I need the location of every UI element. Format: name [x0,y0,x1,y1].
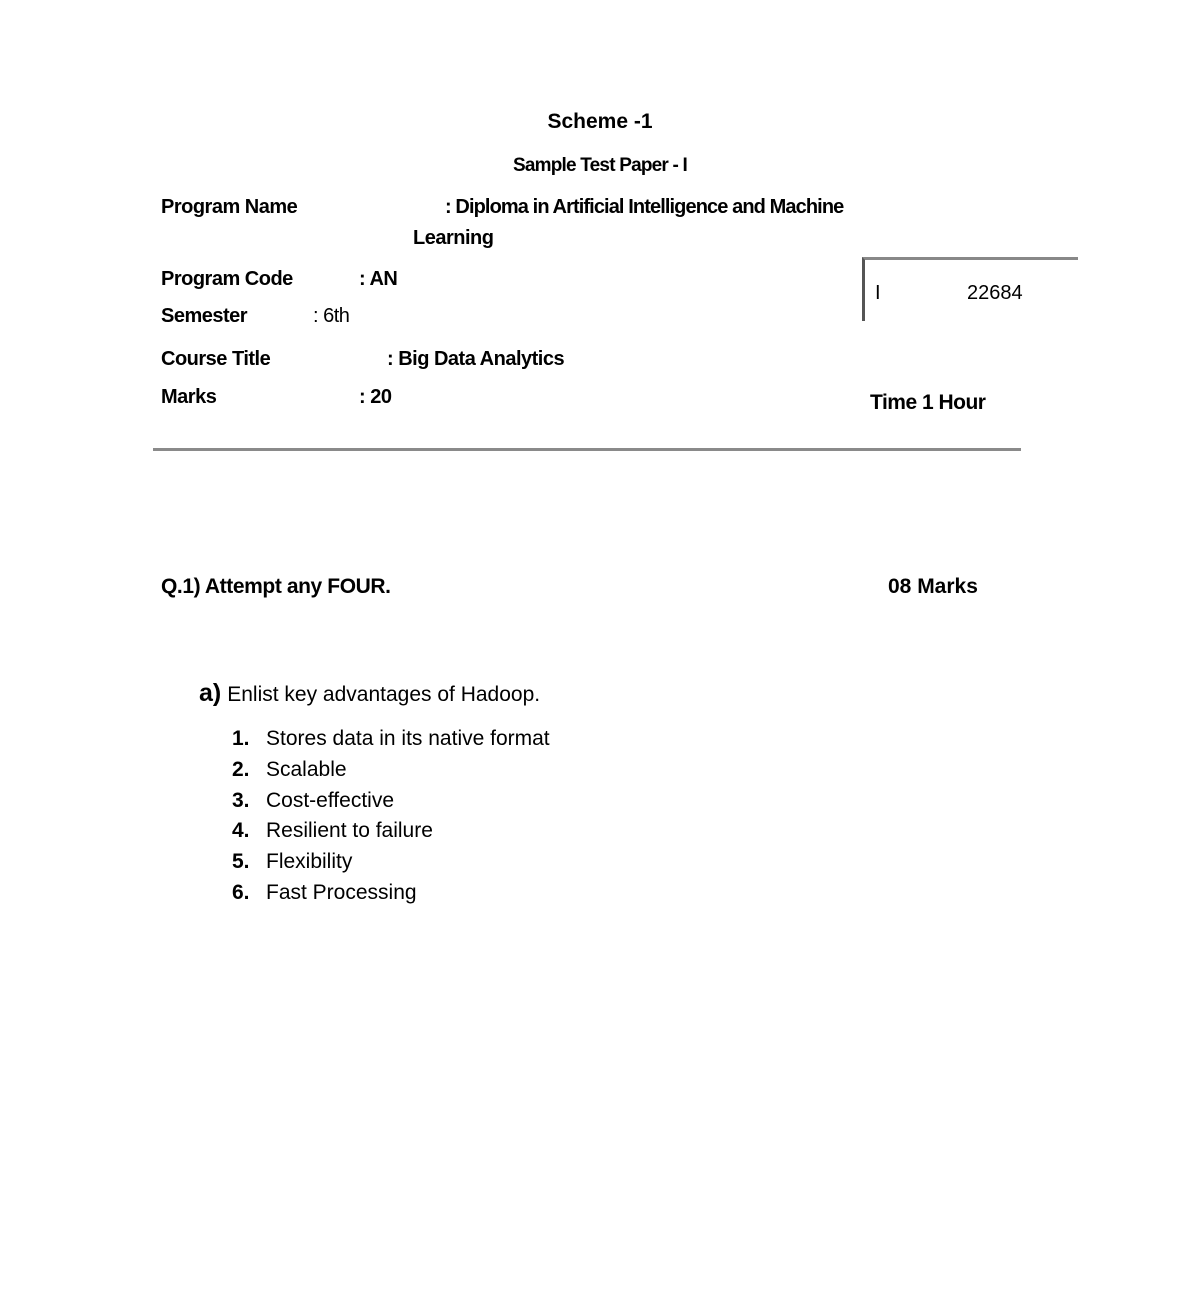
list-item-text: Stores data in its native format [266,727,550,750]
list-item-text: Scalable [266,757,347,781]
list-item-number: 5. [232,850,250,874]
marks-label: Marks [161,386,217,408]
course-title-value: : Big Data Analytics [387,348,565,370]
list-item-text: Cost-effective [266,788,394,812]
list-item-text: Resilient to failure [266,819,433,843]
code-box-mark: I [875,282,881,304]
list-item [232,878,550,909]
course-code: 22684 [967,282,1023,304]
list-item-number: 3. [232,788,250,812]
test-paper-title: Sample Test Paper - I [513,155,687,176]
marks-value: : 20 [359,386,392,408]
course-title-label: Course Title [161,348,271,370]
course-code-box [862,257,1078,321]
list-item-text: Fast Processing [266,880,417,904]
sub-question [199,679,540,708]
time-duration: Time 1 Hour [870,391,986,414]
program-code-value: : AN [359,268,398,290]
sub-question-text: Enlist key advantages of Hadoop. [227,683,541,706]
list-item [232,847,550,878]
semester-value: : 6th [313,305,350,327]
question-title: Q.1) Attempt any FOUR. [161,575,391,598]
header-divider [153,448,1021,451]
list-item-number: 4. [232,819,250,843]
list-item [232,755,550,786]
list-item-number: 2. [232,757,250,781]
program-name-value-continued: Learning [413,227,494,249]
list-item-number: 6. [232,880,250,904]
answer-list [232,724,550,909]
list-item-text: Flexibility [266,850,353,874]
list-item-number: 1. [232,727,250,750]
program-code-label: Program Code [161,268,293,290]
list-item [232,724,550,755]
program-name-label: Program Name [161,196,298,218]
list-item [232,816,550,847]
semester-label: Semester [161,305,248,327]
list-item [232,786,550,817]
scheme-title: Scheme -1 [547,110,653,133]
sub-question-letter: a) [199,679,222,707]
program-name-value: : Diploma in Artificial Intelligence and Machine [445,196,844,218]
question-marks: 08 Marks [888,575,978,598]
